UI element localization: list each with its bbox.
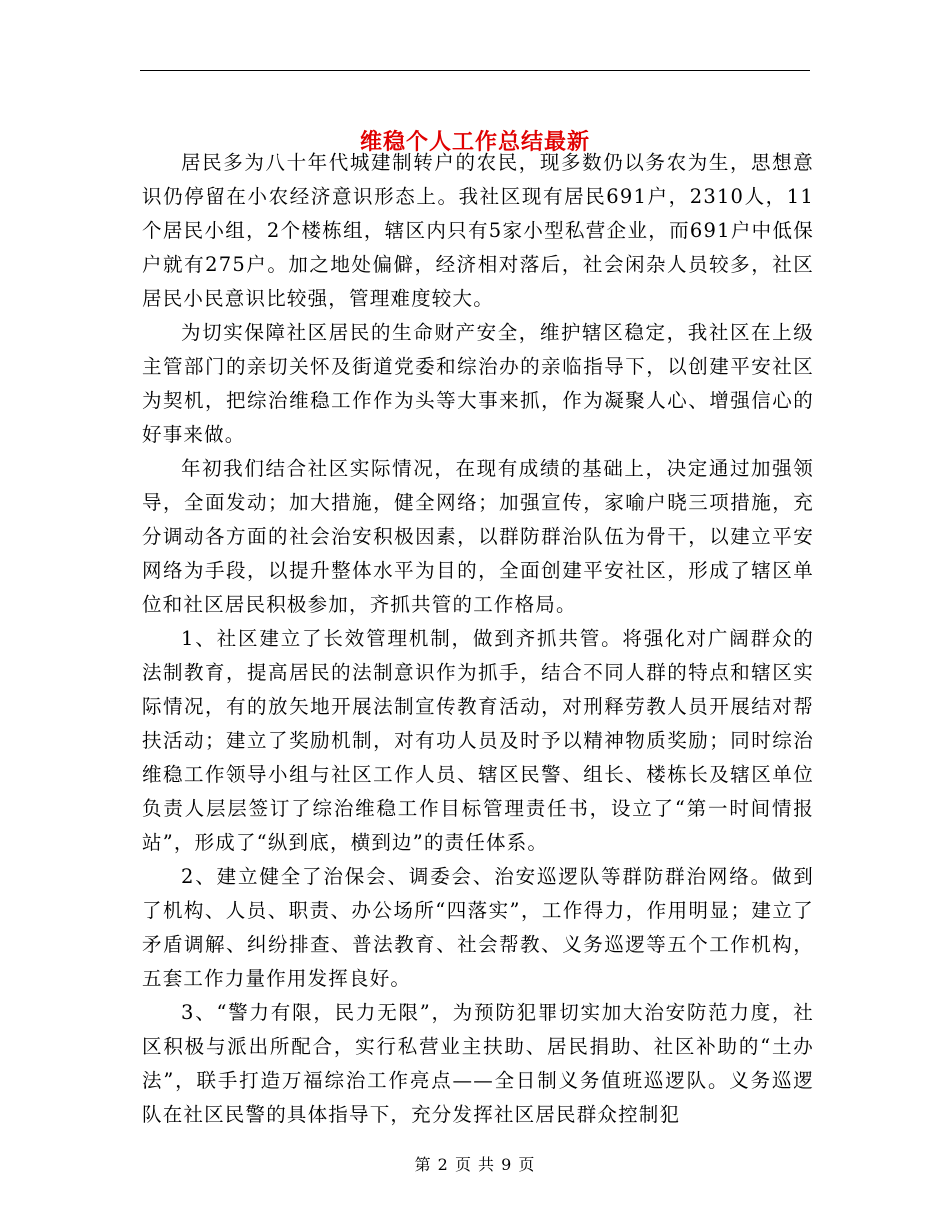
- page-number: 第 2 页 共 9 页: [414, 1155, 536, 1174]
- paragraph-item-3: 3、“警力有限，民力无限”，为预防犯罪切实加大治安防范力度，社区积极与派出所配合，实行私营业主扶助、居民捐助、社区补助的“土办法”，联手打造万福综治工作亮点——全日制义务值班巡逻队。义务巡逻队在社区民警的具体指导下，充分发挥社区居民群众控制犯: [142, 1001, 814, 1126]
- document-title: 维稳个人工作总结最新: [359, 128, 590, 155]
- paragraph-safety-goal: 为切实保障社区居民的生命财产安全，维护辖区稳定，我社区在上级主管部门的亲切关怀及街道党委和综治办的亲临指导下，以创建平安社区为契机，把综治维稳工作作为头等大事来抓，作为凝聚人心、增强信心的好事来做。: [142, 321, 814, 446]
- paragraph-item-2: 2、建立健全了治保会、调委会、治安巡逻队等群防群治网络。做到了机构、人员、职责、办公场所“四落实”，工作得力，作用明显；建立了矛盾调解、纠纷排查、普法教育、社会帮教、义务巡逻等五个工作机构，五套工作力量作用发挥良好。: [142, 865, 814, 990]
- paragraph-annual-plan: 年初我们结合社区实际情况，在现有成绩的基础上，决定通过加强领导，全面发动；加大措施，健全网络；加强宣传，家喻户晓三项措施，充分调动各方面的社会治安积极因素，以群防群治队伍为骨干，以建立平安网络为手段，以提升整体水平为目的，全面创建平安社区，形成了辖区单位和社区居民积极参加，齐抓共管的工作格局。: [142, 457, 814, 616]
- document-body: [142, 146, 814, 1132]
- paragraph-item-1: 1、社区建立了长效管理机制，做到齐抓共管。将强化对广阔群众的法制教育，提高居民的法制意识作为抓手，结合不同人群的特点和辖区实际情况，有的放矢地开展法制宣传教育活动，对刑释劳教人员开展结对帮扶活动；建立了奖励机制，对有功人员及时予以精神物质奖励；同时综治维稳工作领导小组与社区工作人员、辖区民警、组长、楼栋长及辖区单位负责人层层签订了综治维稳工作目标管理责任书，设立了“第一时间情报站”，形成了“纵到底，横到边”的责任体系。: [142, 627, 814, 854]
- header-rule: [140, 70, 810, 71]
- paragraph-residents: 居民多为八十年代城建制转户的农民，现多数仍以务农为生，思想意识仍停留在小农经济意识形态上。我社区现有居民691户，2310人，11个居民小组，2个楼栋组，辖区内只有5家小型私营企业，而691户中低保户就有275户。加之地处偏僻，经济相对落后，社会闲杂人员较多，社区居民小民意识比较强，管理难度较大。: [142, 151, 814, 310]
